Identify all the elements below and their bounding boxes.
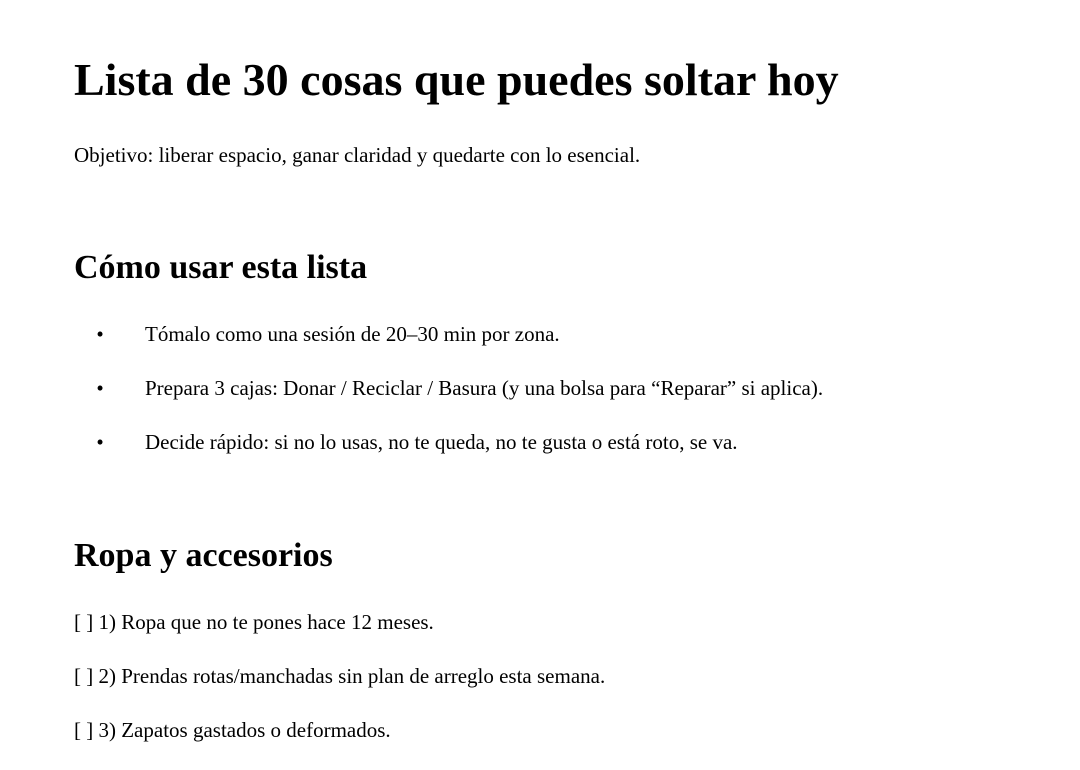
bullet-icon: • <box>96 322 104 346</box>
section-heading-how-to-use: Cómo usar esta lista <box>74 249 368 286</box>
list-item-text: Prepara 3 cajas: Donar / Reciclar / Basura (y una bolsa para “Reparar” si aplica). <box>145 376 824 400</box>
checklist-item: [ ] 2) Prendas rotas/manchadas sin plan de arreglo esta semana. <box>74 664 606 688</box>
checklist-item: [ ] 1) Ropa que no te pones hace 12 meses. <box>74 610 434 634</box>
section-heading-clothes: Ropa y accesorios <box>74 537 333 574</box>
bullet-icon: • <box>96 430 104 454</box>
checklist-item: [ ] 3) Zapatos gastados o deformados. <box>74 718 391 742</box>
list-item-text: Decide rápido: si no lo usas, no te queda, no te gusta o está roto, se va. <box>145 430 738 454</box>
bullet-icon: • <box>96 376 104 400</box>
page-title: Lista de 30 cosas que puedes soltar hoy <box>74 54 839 105</box>
clothes-checklist <box>74 608 605 770</box>
objective-text: Objetivo: liberar espacio, ganar claridad y quedarte con lo esencial. <box>74 143 641 167</box>
list-item-text: Tómalo como una sesión de 20–30 min por zona. <box>145 322 560 346</box>
